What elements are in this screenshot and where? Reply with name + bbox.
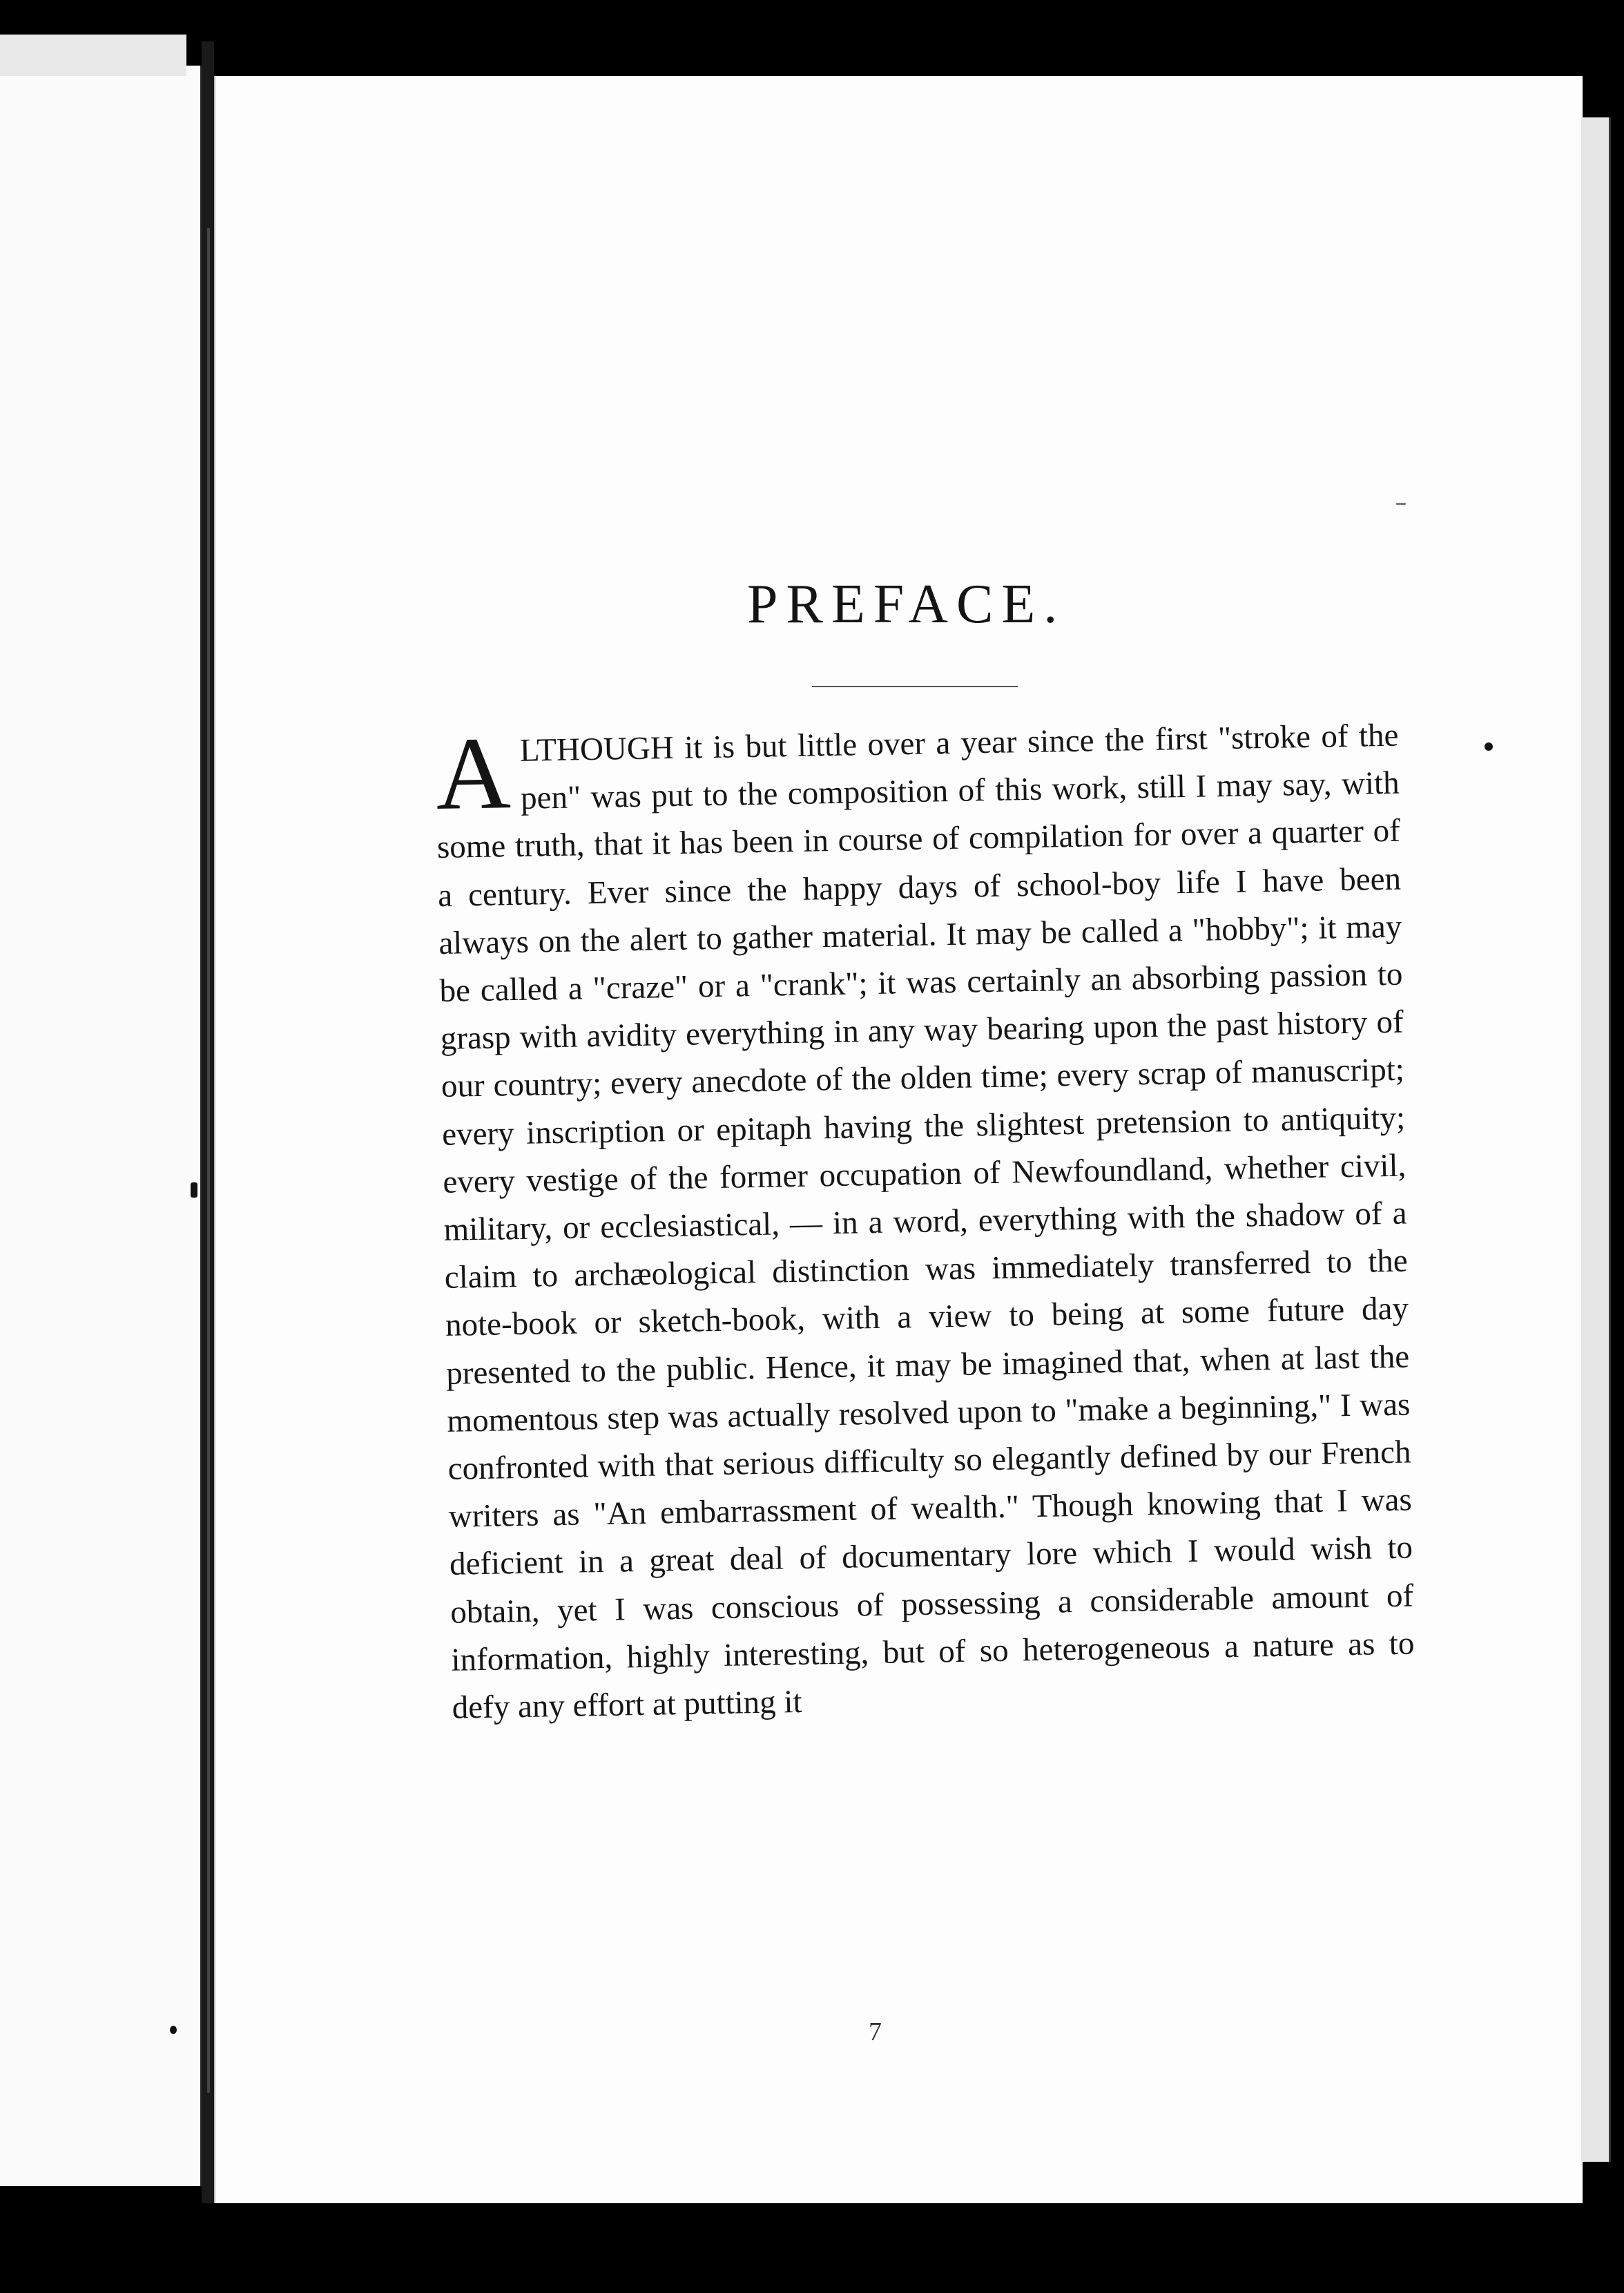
ink-speck bbox=[170, 2026, 177, 2034]
drop-cap: A bbox=[434, 716, 512, 832]
right-page-edge bbox=[1581, 117, 1611, 2162]
page-number: 7 bbox=[869, 2017, 882, 2046]
ink-speck bbox=[1396, 503, 1406, 505]
title-rule bbox=[812, 686, 1018, 687]
ink-speck bbox=[191, 1182, 197, 1198]
preface-body bbox=[435, 712, 1415, 1732]
bottom-edge bbox=[207, 2203, 1624, 2293]
page-title: PREFACE. bbox=[747, 574, 1066, 635]
ink-speck bbox=[1485, 742, 1493, 751]
left-page bbox=[0, 66, 202, 2186]
left-page-top-edge bbox=[0, 35, 186, 76]
gutter-shadow bbox=[207, 228, 210, 2093]
preface-paragraph: LTHOUGH it is but little over a year since the first "stroke of the pen" was put to the composition of this work, still I may say, with some truth, that it has been in course of compilation for over a quarter of a century. Ever since the happy days of school-boy life I have been always on the alert to gather material. It may be called a "hobby"; it may be called a "craze" or a "crank"; it was certainly an absorbing passion to grasp with avidity everything in any way bearing upon the past history of our country; every anecdote of the olden time; every scrap of manuscript; every inscription or epitaph having the slightest pretension to antiquity; every vestige of the former occupation of Newfoundland, whether civil, military, or ecclesiastical, — in a word, everything with the shadow of a claim to archæological distinction was immediately transferred to the note-book or sketch-book, with a view to being at some future day presented to the public. Hence, it may be imagined that, when at last the momentous step was actually resolved upon to "make a beginning," I was confronted with that serious difficulty so elegantly defined by our French writers as "An embarrassment of wealth." Though knowing that I was deficient in a great deal of documentary lore which I would wish to obtain, yet I was conscious of possessing a considerable amount of information, highly interesting, but of so heterogeneous a nature as to defy any effort at putting it bbox=[436, 717, 1415, 1726]
